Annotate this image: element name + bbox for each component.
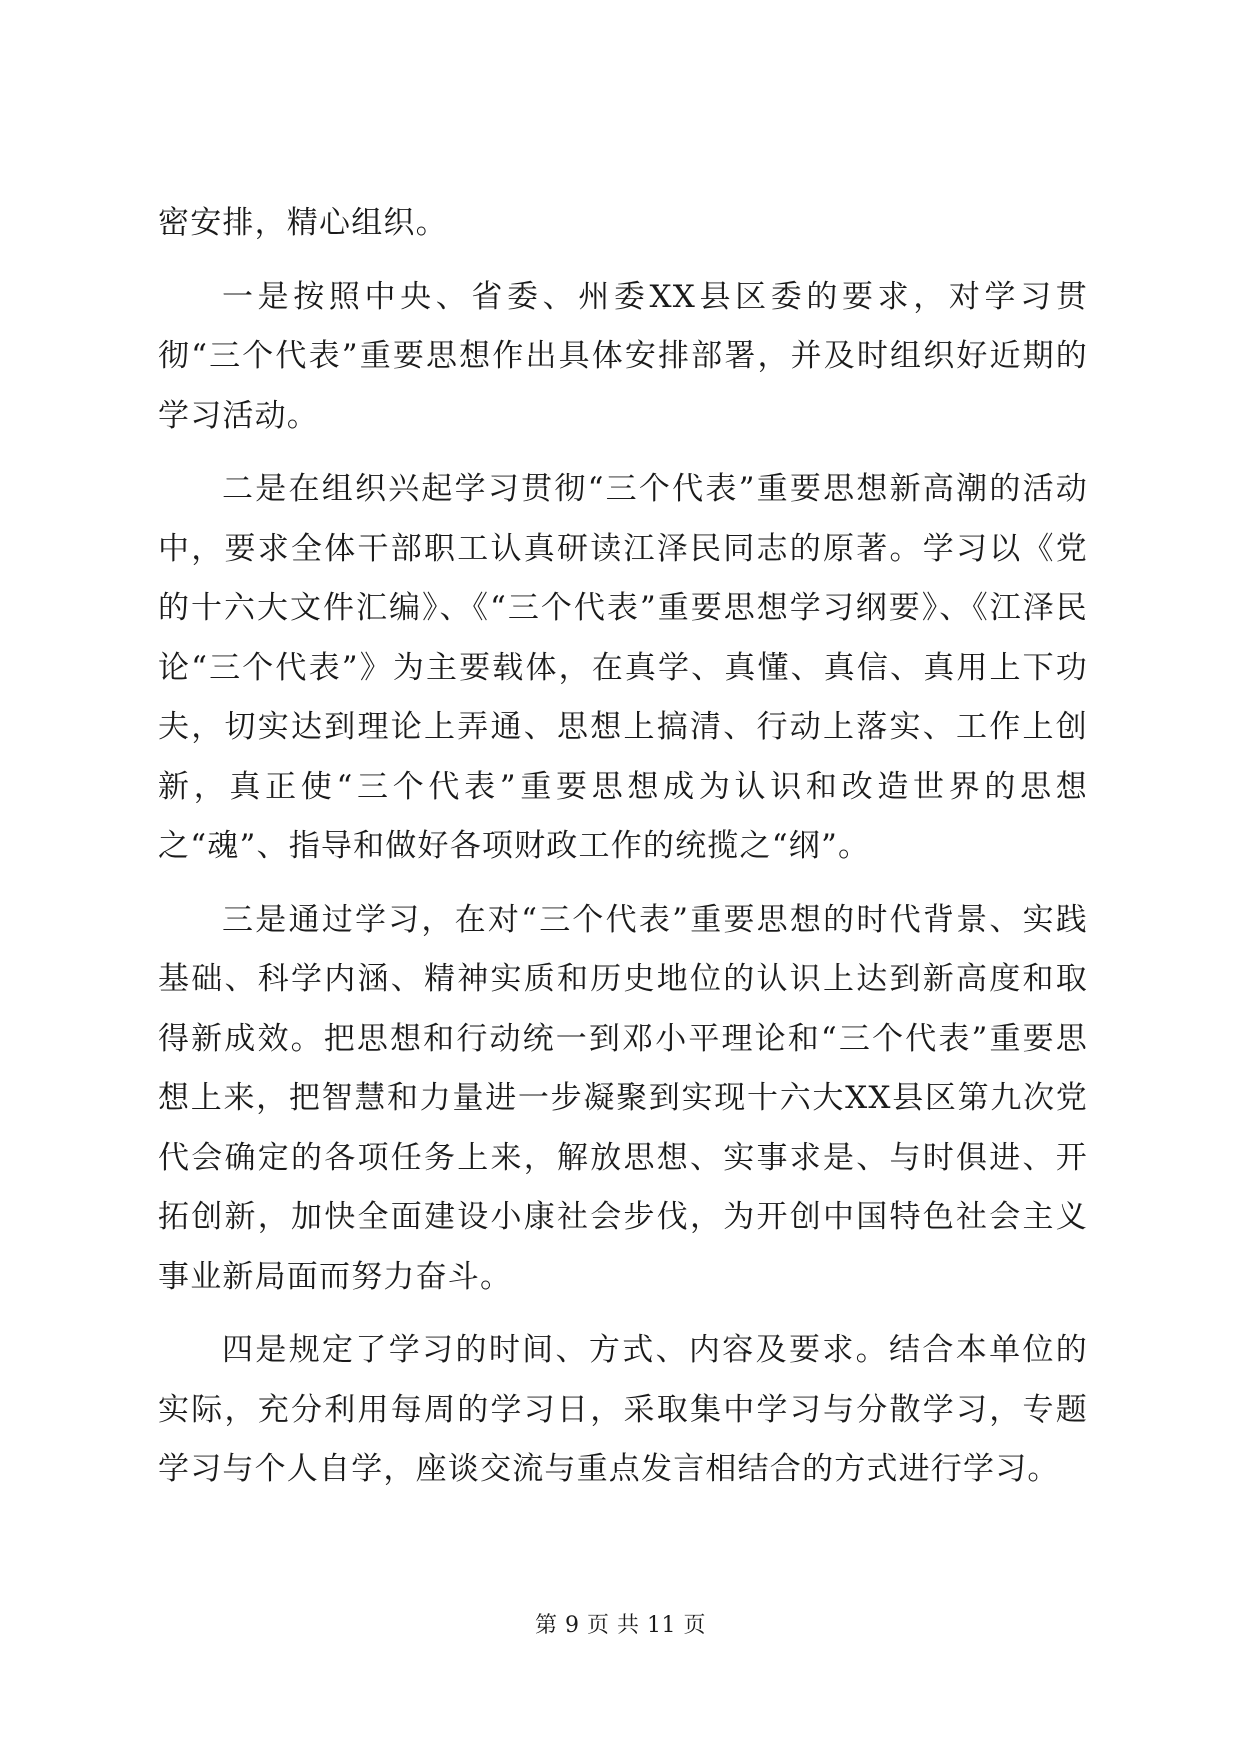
- document-body: [158, 194, 1088, 1500]
- paragraph-point-two: 二是在组织兴起学习贯彻“三个代表”重要思想新高潮的活动中，要求全体干部职工认真研读江泽民同志的原著。学习以《党的十六大文件汇编》、《“三个代表”重要思想学习纲要》、《江泽民论“三个代表”》为主要载体，在真学、真懂、真信、真用上下功夫，切实达到理论上弄通、思想上搞清、行动上落实、工作上创新，真正使“三个代表”重要思想成为认识和改造世界的思想之“魂”、指导和做好各项财政工作的统揽之“纲”。: [158, 471, 1088, 864]
- paragraph-point-one: 一是按照中央、省委、州委XX县区委的要求，对学习贯彻“三个代表”重要思想作出具体安排部署，并及时组织好近期的学习活动。: [158, 278, 1088, 434]
- page-number-footer: 第 9 页 共 11 页: [535, 1613, 706, 1638]
- paragraph-point-four: 四是规定了学习的时间、方式、内容及要求。结合本单位的实际，充分利用每周的学习日，采取集中学习与分散学习，专题学习与个人自学，座谈交流与重点发言相结合的方式进行学习。: [158, 1332, 1088, 1487]
- paragraph-continuation: 密安排，精心组织。: [158, 205, 448, 241]
- paragraph-point-three: 三是通过学习，在对“三个代表”重要思想的时代背景、实践基础、科学内涵、精神实质和历史地位的认识上达到新高度和取得新成效。把思想和行动统一到邓小平理论和“三个代表”重要思想上来，把智慧和力量进一步凝聚到实现十六大XX县区第九次党代会确定的各项任务上来，解放思想、实事求是、与时俱进、开拓创新，加快全面建设小康社会步伐，为开创中国特色社会主义事业新局面而努力奋斗。: [158, 901, 1088, 1295]
